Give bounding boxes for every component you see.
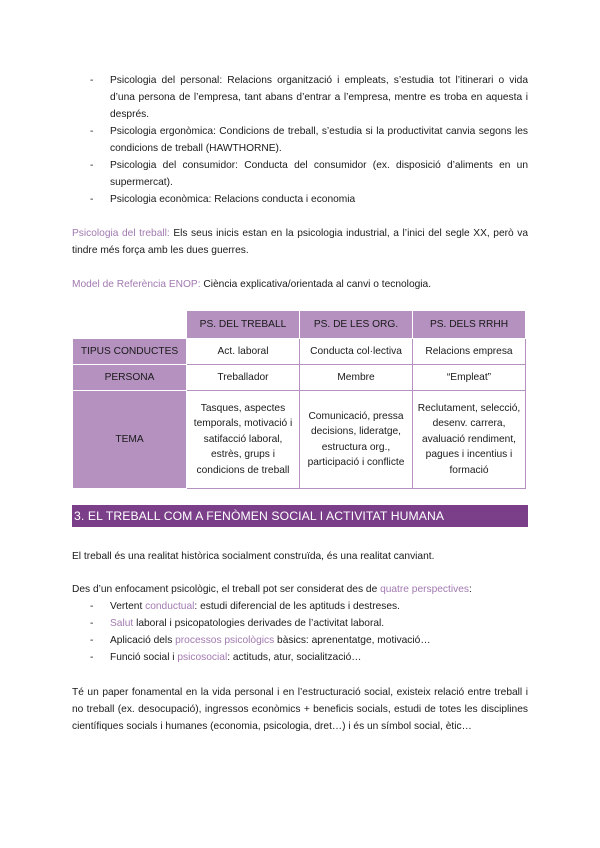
- table-cell: Reclutament, selecció, desenv. carrera, avaluació rendiment, pagues i incentius i formació: [413, 391, 526, 489]
- perspectives-highlight: quatre perspectives: [380, 584, 469, 595]
- table-row: [73, 339, 526, 365]
- perspectives-list: [72, 598, 528, 666]
- column-header: PS. DE LES ORG.: [300, 311, 413, 339]
- table-cell: Tasques, aspectes temporals, motivació i satifacció laboral, estrès, grups i condicions de treball: [187, 391, 300, 489]
- table-cell: “Empleat”: [413, 365, 526, 391]
- row-header: TIPUS CONDUCTES: [73, 339, 187, 365]
- closing-paragraph: Té un paper fonamental en la vida personal i en l’estructuració social, existeix relació entre treball i no treball (ex. desocupació), ingressos econòmics + beneficis socials, estudi de totes les disciplines científiques socials i humanes (economia, psicologia, dret…) i és un símbol social, ètic…: [72, 687, 528, 732]
- intro-paragraph: El treball és una realitat històrica socialment construïda, és una realitat canviant.: [72, 551, 435, 562]
- column-header: PS. DEL TREBALL: [187, 311, 300, 339]
- psychology-types-list: [72, 72, 528, 208]
- list-item: - Psicologia del consumidor: Conducta del consumidor (ex. disposició d’aliments en un supermercat).: [90, 160, 528, 188]
- table-cell: Membre: [300, 365, 413, 391]
- treball-paragraph: Psicologia del treball: Els seus inicis estan en la psicologia industrial, a l’inici del segle XX, però va tindre més força amb les dues guerres.: [72, 228, 528, 256]
- table-cell: Act. laboral: [187, 339, 300, 365]
- treball-label: Psicologia del treball:: [72, 228, 170, 239]
- list-item: - Aplicació dels processos psicològics bàsics: aprenentatge, motivació…: [90, 635, 431, 646]
- list-item: - Psicologia del personal: Relacions organització i empleats, s’estudia tot l’itinerari o vida d’una persona de l’empresa, tant abans d’entrar a l’empresa, mentre es troba en aquesta i després.: [90, 75, 528, 120]
- comparison-table: [72, 310, 526, 489]
- table-corner: [73, 311, 187, 339]
- row-header: PERSONA: [73, 365, 187, 391]
- model-label: Model de Referència ENOP:: [72, 279, 201, 290]
- table-cell: Conducta col·lectiva: [300, 339, 413, 365]
- table-cell: Comunicació, pressa decisions, lideratge, estructura org., participació i conflicte: [300, 391, 413, 489]
- section-heading: 3. EL TREBALL COM A FENÒMEN SOCIAL I ACTIVITAT HUMANA: [72, 505, 528, 527]
- list-item: - Vertent conductual: estudi diferencial de les aptituds i destreses.: [90, 601, 400, 612]
- table-cell: Relacions empresa: [413, 339, 526, 365]
- list-item: - Psicologia econòmica: Relacions conducta i economia: [90, 194, 356, 205]
- table-cell: Treballador: [187, 365, 300, 391]
- row-header: TEMA: [73, 391, 187, 489]
- list-item: - Funció social i psicosocial: actituds, atur, socialització…: [90, 652, 362, 663]
- table-row: [73, 365, 526, 391]
- perspectives-paragraph: Des d’un enfocament psicològic, el treball pot ser considerat des de quatre perspectives:: [72, 584, 472, 595]
- list-item: - Psicologia ergonòmica: Condicions de treball, s’estudia si la productivitat canvia segons les condicions de treball (HAWTHORNE).: [90, 126, 528, 154]
- table-row: [73, 391, 526, 489]
- model-paragraph: Model de Referència ENOP: Ciència explicativa/orientada al canvi o tecnologia.: [72, 279, 432, 290]
- column-header: PS. DELS RRHH: [413, 311, 526, 339]
- list-item: - Salut laboral i psicopatologies derivades de l’activitat laboral.: [90, 618, 385, 629]
